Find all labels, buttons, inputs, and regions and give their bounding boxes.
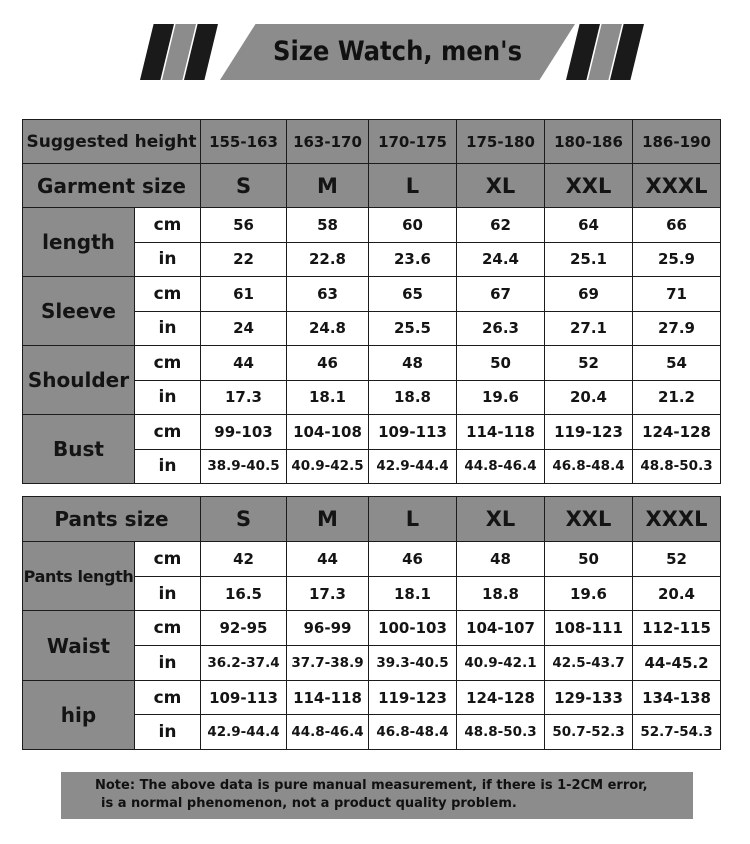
measurement-value: 92-95	[201, 611, 287, 646]
measurement-value: 50	[457, 346, 545, 381]
pants-size-label: Pants size	[23, 497, 201, 542]
measurement-value: 60	[369, 208, 457, 243]
table-row	[23, 680, 721, 715]
table-row	[23, 542, 721, 577]
measurement-value: 48	[369, 346, 457, 381]
measurement-value: 21.2	[633, 380, 721, 415]
measurement-value: 99-103	[201, 415, 287, 450]
measurement-value: 104-108	[287, 415, 369, 450]
table-row	[23, 164, 721, 208]
size-header: M	[287, 497, 369, 542]
title-banner	[0, 0, 750, 100]
measurement-label: Sleeve	[23, 277, 135, 346]
table-row	[23, 208, 721, 243]
measurement-value: 44-45.2	[633, 646, 721, 681]
measurement-value: 18.8	[457, 576, 545, 611]
size-header: S	[201, 497, 287, 542]
measurement-value: 108-111	[545, 611, 633, 646]
measurement-label: Pants length	[23, 542, 135, 611]
pants-size-table-body	[23, 497, 721, 750]
size-header: S	[201, 164, 287, 208]
measurement-label: Waist	[23, 611, 135, 680]
size-header: XL	[457, 164, 545, 208]
measurement-value: 40.9-42.5	[287, 449, 369, 484]
unit-label: cm	[135, 542, 201, 577]
table-row	[23, 346, 721, 381]
height-range: 155-163	[201, 120, 287, 164]
unit-label: in	[135, 242, 201, 277]
measurement-value: 19.6	[545, 576, 633, 611]
measurement-value: 61	[201, 277, 287, 312]
measurement-value: 112-115	[633, 611, 721, 646]
garment-size-table	[22, 119, 721, 484]
height-range: 180-186	[545, 120, 633, 164]
measurement-value: 27.9	[633, 311, 721, 346]
measurement-value: 42	[201, 542, 287, 577]
unit-label: in	[135, 646, 201, 681]
measurement-value: 42.9-44.4	[369, 449, 457, 484]
measurement-value: 46	[369, 542, 457, 577]
measurement-value: 23.6	[369, 242, 457, 277]
measurement-value: 44	[287, 542, 369, 577]
measurement-value: 96-99	[287, 611, 369, 646]
measurement-value: 44.8-46.4	[287, 715, 369, 750]
unit-label: in	[135, 449, 201, 484]
table-row	[23, 277, 721, 312]
measurement-value: 65	[369, 277, 457, 312]
measurement-value: 42.9-44.4	[201, 715, 287, 750]
measurement-value: 124-128	[633, 415, 721, 450]
height-range: 175-180	[457, 120, 545, 164]
size-header: XXXL	[633, 497, 721, 542]
measurement-value: 56	[201, 208, 287, 243]
measurement-value: 109-113	[201, 680, 287, 715]
measurement-value: 44.8-46.4	[457, 449, 545, 484]
measurement-value: 114-118	[287, 680, 369, 715]
measurement-value: 37.7-38.9	[287, 646, 369, 681]
size-header: XXL	[545, 164, 633, 208]
height-range: 170-175	[369, 120, 457, 164]
table-row	[23, 611, 721, 646]
measurement-value: 48	[457, 542, 545, 577]
size-header: M	[287, 164, 369, 208]
measurement-value: 38.9-40.5	[201, 449, 287, 484]
measurement-value: 119-123	[545, 415, 633, 450]
measurement-value: 24	[201, 311, 287, 346]
measurement-value: 36.2-37.4	[201, 646, 287, 681]
measurement-value: 42.5-43.7	[545, 646, 633, 681]
measurement-value: 71	[633, 277, 721, 312]
table-row	[23, 497, 721, 542]
measurement-value: 17.3	[201, 380, 287, 415]
measurement-value: 26.3	[457, 311, 545, 346]
note-box	[61, 772, 693, 819]
measurement-value: 22.8	[287, 242, 369, 277]
measurement-value: 39.3-40.5	[369, 646, 457, 681]
size-header: XXL	[545, 497, 633, 542]
measurement-value: 67	[457, 277, 545, 312]
measurement-label: hip	[23, 680, 135, 749]
measurement-value: 22	[201, 242, 287, 277]
measurement-value: 46	[287, 346, 369, 381]
measurement-value: 25.9	[633, 242, 721, 277]
measurement-value: 69	[545, 277, 633, 312]
measurement-value: 17.3	[287, 576, 369, 611]
measurement-value: 52.7-54.3	[633, 715, 721, 750]
measurement-value: 58	[287, 208, 369, 243]
measurement-value: 134-138	[633, 680, 721, 715]
measurement-value: 50	[545, 542, 633, 577]
measurement-value: 46.8-48.4	[545, 449, 633, 484]
size-header: L	[369, 497, 457, 542]
suggested-height-label: Suggested height	[23, 120, 201, 164]
height-range: 186-190	[633, 120, 721, 164]
measurement-value: 114-118	[457, 415, 545, 450]
unit-label: cm	[135, 680, 201, 715]
measurement-value: 64	[545, 208, 633, 243]
measurement-value: 66	[633, 208, 721, 243]
measurement-value: 46.8-48.4	[369, 715, 457, 750]
measurement-value: 19.6	[457, 380, 545, 415]
measurement-value: 18.1	[287, 380, 369, 415]
measurement-value: 48.8-50.3	[633, 449, 721, 484]
measurement-label: Shoulder	[23, 346, 135, 415]
measurement-value: 25.1	[545, 242, 633, 277]
measurement-value: 52	[545, 346, 633, 381]
height-range: 163-170	[287, 120, 369, 164]
unit-label: cm	[135, 208, 201, 243]
garment-size-table-body	[23, 120, 721, 484]
measurement-value: 44	[201, 346, 287, 381]
measurement-value: 24.4	[457, 242, 545, 277]
measurement-value: 129-133	[545, 680, 633, 715]
measurement-value: 24.8	[287, 311, 369, 346]
measurement-value: 48.8-50.3	[457, 715, 545, 750]
measurement-value: 18.1	[369, 576, 457, 611]
unit-label: in	[135, 380, 201, 415]
size-header: XL	[457, 497, 545, 542]
measurement-value: 27.1	[545, 311, 633, 346]
note-line-1: Note: The above data is pure manual measurement, if there is 1-2CM error,	[95, 778, 648, 793]
unit-label: cm	[135, 346, 201, 381]
unit-label: cm	[135, 277, 201, 312]
measurement-value: 119-123	[369, 680, 457, 715]
measurement-value: 40.9-42.1	[457, 646, 545, 681]
measurement-value: 104-107	[457, 611, 545, 646]
page-title: Size Watch, men's	[272, 36, 523, 67]
unit-label: in	[135, 311, 201, 346]
table-row	[23, 415, 721, 450]
measurement-label: Bust	[23, 415, 135, 484]
measurement-value: 25.5	[369, 311, 457, 346]
size-header: XXXL	[633, 164, 721, 208]
table-row	[23, 120, 721, 164]
unit-label: in	[135, 715, 201, 750]
measurement-value: 100-103	[369, 611, 457, 646]
unit-label: cm	[135, 415, 201, 450]
note-line-2: is a normal phenomenon, not a product quality problem.	[101, 796, 517, 811]
measurement-label: length	[23, 208, 135, 277]
measurement-value: 109-113	[369, 415, 457, 450]
measurement-value: 50.7-52.3	[545, 715, 633, 750]
measurement-value: 54	[633, 346, 721, 381]
garment-size-label: Garment size	[23, 164, 201, 208]
unit-label: in	[135, 576, 201, 611]
pants-size-table	[22, 496, 721, 750]
measurement-value: 124-128	[457, 680, 545, 715]
measurement-value: 20.4	[633, 576, 721, 611]
measurement-value: 20.4	[545, 380, 633, 415]
measurement-value: 62	[457, 208, 545, 243]
unit-label: cm	[135, 611, 201, 646]
measurement-value: 63	[287, 277, 369, 312]
measurement-value: 18.8	[369, 380, 457, 415]
measurement-value: 52	[633, 542, 721, 577]
measurement-value: 16.5	[201, 576, 287, 611]
size-header: L	[369, 164, 457, 208]
